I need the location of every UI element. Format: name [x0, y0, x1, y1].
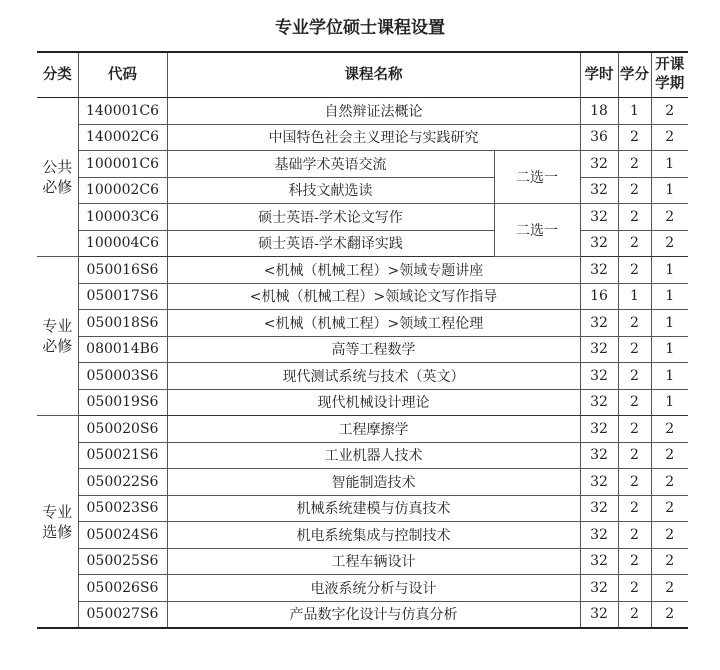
course-code: 050019S6	[78, 389, 167, 416]
course-code: 080014B6	[78, 336, 167, 363]
course-hours: 32	[580, 601, 618, 628]
header-credits: 学分	[618, 52, 651, 98]
course-semester: 1	[651, 363, 688, 390]
course-hours: 32	[580, 389, 618, 416]
category-cell	[37, 98, 78, 257]
category-line1: 专业	[42, 317, 73, 335]
course-code: 100003C6	[78, 204, 167, 231]
course-name: 电液系统分析与设计	[167, 575, 580, 602]
course-hours: 32	[580, 575, 618, 602]
course-credits: 2	[618, 151, 651, 178]
course-code: 050017S6	[78, 283, 167, 310]
course-credits: 2	[618, 601, 651, 628]
course-semester: 1	[651, 336, 688, 363]
course-code: 050026S6	[78, 575, 167, 602]
category-line1: 专业	[42, 502, 73, 521]
header-code: 代码	[78, 52, 167, 98]
category-line1: 公共	[42, 158, 73, 176]
course-hours: 32	[580, 230, 618, 257]
course-name: 工程车辆设计	[167, 548, 580, 575]
course-hours: 32	[580, 177, 618, 204]
course-name: <机械（机械工程）>领域工程伦理	[167, 310, 580, 337]
category-cell	[37, 257, 78, 416]
course-name: 硕士英语-学术论文写作	[167, 204, 494, 231]
table-row	[37, 204, 688, 231]
course-semester: 2	[651, 548, 688, 575]
course-hours: 36	[580, 124, 618, 151]
course-hours: 32	[580, 257, 618, 284]
course-credits: 1	[618, 283, 651, 310]
table-row	[37, 257, 688, 284]
course-semester: 1	[651, 151, 688, 178]
course-credits: 2	[618, 575, 651, 602]
course-semester: 1	[651, 389, 688, 416]
table-row	[37, 416, 688, 443]
course-credits: 1	[618, 98, 651, 125]
course-hours: 32	[580, 495, 618, 522]
course-name: 硕士英语-学术翻译实践	[167, 230, 494, 257]
course-credits: 2	[618, 336, 651, 363]
table-row	[37, 548, 688, 575]
course-semester: 2	[651, 495, 688, 522]
table-row	[37, 310, 688, 337]
course-code: 050018S6	[78, 310, 167, 337]
course-name: 机电系统集成与控制技术	[167, 522, 580, 549]
header-course-name: 课程名称	[167, 52, 580, 98]
course-hours: 32	[580, 469, 618, 496]
table-row	[37, 283, 688, 310]
course-semester: 1	[651, 310, 688, 337]
course-semester: 2	[651, 575, 688, 602]
table-row	[37, 230, 688, 257]
course-code: 050003S6	[78, 363, 167, 390]
course-name: 工程摩擦学	[167, 416, 580, 443]
table-row	[37, 469, 688, 496]
table-row	[37, 151, 688, 178]
course-credits: 2	[618, 124, 651, 151]
course-name: 中国特色社会主义理论与实践研究	[167, 124, 580, 151]
document-title: 专业学位硕士课程设置	[275, 18, 445, 38]
table-row	[37, 601, 688, 628]
table-row	[37, 442, 688, 469]
course-credits: 2	[618, 363, 651, 390]
course-name: 科技文献选读	[167, 177, 494, 204]
table-row	[37, 575, 688, 602]
course-credits: 2	[618, 442, 651, 469]
course-hours: 32	[580, 363, 618, 390]
course-semester: 1	[651, 177, 688, 204]
course-name: 机械系统建模与仿真技术	[167, 495, 580, 522]
course-semester: 2	[651, 204, 688, 231]
course-code: 100001C6	[78, 151, 167, 178]
course-name: 智能制造技术	[167, 469, 580, 496]
course-hours: 32	[580, 416, 618, 443]
header-semester	[651, 52, 688, 98]
header-row	[37, 52, 688, 98]
course-code: 100004C6	[78, 230, 167, 257]
header-category: 分类	[37, 52, 78, 98]
course-code: 050024S6	[78, 522, 167, 549]
course-semester: 2	[651, 522, 688, 549]
header-hours: 学时	[580, 52, 618, 98]
course-code: 050016S6	[78, 257, 167, 284]
course-code: 050021S6	[78, 442, 167, 469]
category-cell	[37, 416, 78, 629]
table-row	[37, 363, 688, 390]
course-semester: 1	[651, 283, 688, 310]
course-table	[37, 51, 688, 629]
course-semester: 2	[651, 230, 688, 257]
course-hours: 32	[580, 336, 618, 363]
elective-note: 二选一	[494, 151, 580, 204]
course-hours: 32	[580, 442, 618, 469]
course-hours: 32	[580, 310, 618, 337]
course-name: <机械（机械工程）>领域专题讲座	[167, 257, 580, 284]
course-name: 工业机器人技术	[167, 442, 580, 469]
table-row	[37, 495, 688, 522]
table-row	[37, 98, 688, 125]
course-hours: 32	[580, 204, 618, 231]
course-code: 050025S6	[78, 548, 167, 575]
course-code: 100002C6	[78, 177, 167, 204]
course-semester: 2	[651, 98, 688, 125]
header-semester-line2: 学期	[655, 76, 685, 92]
course-credits: 2	[618, 495, 651, 522]
course-hours: 18	[580, 98, 618, 125]
header-semester-line1: 开课	[655, 57, 685, 73]
table-row	[37, 177, 688, 204]
course-semester: 2	[651, 124, 688, 151]
category-line2: 选修	[42, 522, 73, 541]
course-code: 050027S6	[78, 601, 167, 628]
course-hours: 32	[580, 522, 618, 549]
course-semester: 2	[651, 601, 688, 628]
category-line2: 必修	[42, 178, 73, 196]
course-hours: 32	[580, 151, 618, 178]
course-code: 050023S6	[78, 495, 167, 522]
course-credits: 2	[618, 389, 651, 416]
elective-note: 二选一	[494, 204, 580, 257]
course-code: 050020S6	[78, 416, 167, 443]
course-credits: 2	[618, 204, 651, 231]
course-name: 基础学术英语交流	[167, 151, 494, 178]
table-row	[37, 124, 688, 151]
course-credits: 2	[618, 177, 651, 204]
course-name: <机械（机械工程）>领域论文写作指导	[167, 283, 580, 310]
table-row	[37, 522, 688, 549]
course-credits: 2	[618, 257, 651, 284]
table-row	[37, 389, 688, 416]
course-credits: 2	[618, 548, 651, 575]
course-code: 140001C6	[78, 98, 167, 125]
course-semester: 2	[651, 416, 688, 443]
course-name: 产品数字化设计与仿真分析	[167, 601, 580, 628]
course-credits: 2	[618, 230, 651, 257]
course-credits: 2	[618, 522, 651, 549]
course-semester: 1	[651, 257, 688, 284]
course-credits: 2	[618, 310, 651, 337]
course-semester: 2	[651, 442, 688, 469]
course-credits: 2	[618, 416, 651, 443]
course-hours: 32	[580, 548, 618, 575]
course-code: 140002C6	[78, 124, 167, 151]
course-credits: 2	[618, 469, 651, 496]
course-semester: 2	[651, 469, 688, 496]
course-hours: 16	[580, 283, 618, 310]
course-name: 自然辩证法概论	[167, 98, 580, 125]
course-code: 050022S6	[78, 469, 167, 496]
category-line2: 必修	[42, 337, 73, 355]
course-name: 现代测试系统与技术（英文）	[167, 363, 580, 390]
course-name: 高等工程数学	[167, 336, 580, 363]
table-row	[37, 336, 688, 363]
course-name: 现代机械设计理论	[167, 389, 580, 416]
